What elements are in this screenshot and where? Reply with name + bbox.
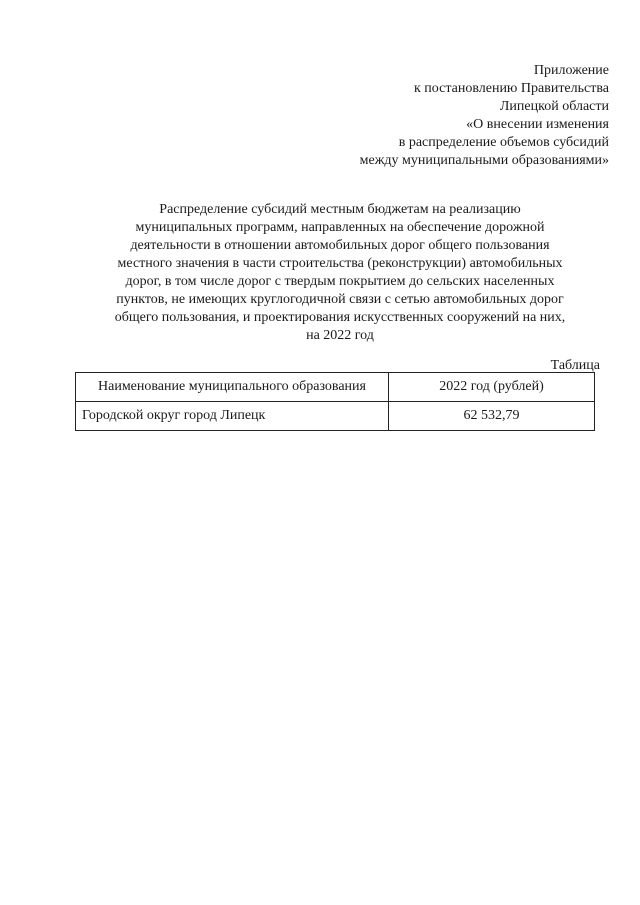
table-row [76, 402, 595, 431]
title-line: на 2022 год [306, 328, 374, 343]
appendix-line: Липецкой области [499, 99, 609, 114]
municipality-cell: Городской округ город Липецк [76, 402, 389, 431]
title-line: муниципальных программ, направленных на обеспечение дорожной [135, 220, 545, 235]
title-line: пунктов, не имеющих круглогодичной связи с сетью автомобильных дорог [116, 292, 564, 307]
appendix-line: Приложение [533, 63, 609, 78]
table-header-row [76, 373, 595, 402]
amount-cell: 62 532,79 [389, 402, 595, 431]
column-header-amount: 2022 год (рублей) [389, 373, 595, 402]
title-line: дорог, в том числе дорог с твердым покрытием до сельских населенных [125, 274, 555, 289]
title-line: общего пользования, и проектирования искусственных сооружений на них, [114, 310, 566, 325]
table-caption: Таблица [550, 358, 600, 373]
appendix-block [289, 62, 609, 170]
title-line: Распределение субсидий местным бюджетам на реализацию [159, 202, 521, 217]
document-title [85, 201, 595, 345]
appendix-line: «О внесении изменения [466, 117, 609, 132]
appendix-line: между муниципальными образованиями» [359, 153, 609, 168]
appendix-line: к постановлению Правительства [413, 81, 609, 96]
title-line: деятельности в отношении автомобильных дорог общего пользования [130, 238, 550, 253]
title-line: местного значения в части строительства (реконструкции) автомобильных [117, 256, 563, 271]
distribution-table [75, 372, 595, 431]
appendix-line: в распределение объемов субсидий [398, 135, 609, 150]
column-header-municipality: Наименование муниципального образования [76, 373, 389, 402]
